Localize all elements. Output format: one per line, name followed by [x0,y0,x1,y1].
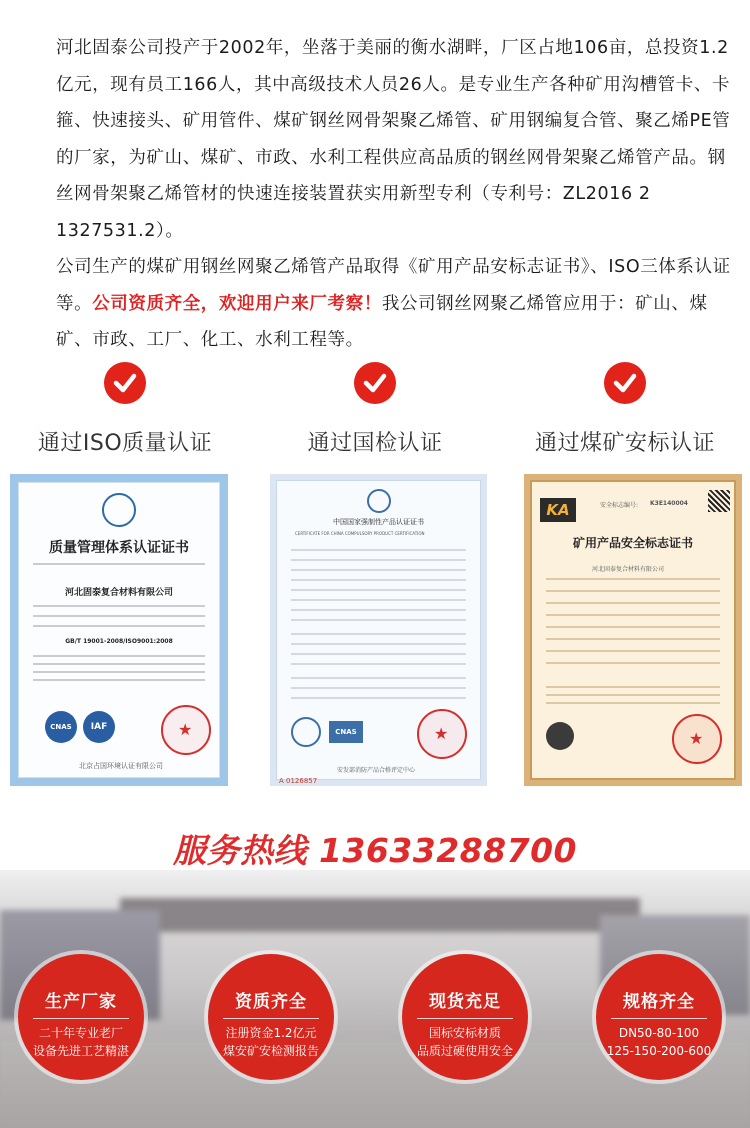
ka-cert-number-label: 安全标志编号: [600,502,639,509]
iso-cert-title: 质量管理体系认证证书 [49,540,189,556]
badge-in-stock [402,954,528,1080]
ka-certificate-image [524,474,742,786]
ka-cert-company: 河北固泰复合材料有限公司 [592,566,665,573]
badge-qualifications [208,954,334,1080]
iso-cert-issuer: 北京占国环境认证有限公司 [79,762,163,770]
ccc-logo-icon [367,489,391,513]
intro-paragraph-2 [22,249,732,359]
badge-title: 生产厂家 [45,992,117,1012]
certification-checks [0,362,750,462]
iso-cert-standard: GB/T 19001-2008/ISO9001:2008 [65,638,173,645]
check-icon [604,362,646,404]
ccc-cert-subtitle: CERTIFICATE FOR CHINA COMPULSORY PRODUCT CERTIFICATION [295,531,425,536]
ccc-cert-title: 中国国家强制性产品认证证书 [333,518,424,526]
ccc-certificate-image [270,474,487,786]
intro-highlight: 公司资质齐全，欢迎用户来厂考察！ [92,293,382,314]
iso-cert-company: 河北固泰复合材料有限公司 [64,588,173,598]
badge-title: 现货充足 [429,992,501,1012]
ka-cert-title: 矿用产品安全标志证书 [572,536,693,550]
ka-logo: KA [540,498,576,522]
badge-title: 规格齐全 [623,992,695,1012]
badge-line: 注册资金1.2亿元 [225,1026,317,1040]
badge-line: 国标安标材质 [428,1026,501,1040]
check-national [250,362,500,457]
emblem-icon [102,493,136,527]
badge-line: 设备先进工艺精湛 [32,1044,129,1058]
service-hotline: 服务热线 13633288700 [172,831,578,870]
badge-line: 125-150-200-600 [606,1044,712,1058]
ccc-cert-issuer: 安发部消防产品合格评定中心 [337,767,416,774]
ccc-cert-serial: A 0126857 [279,777,318,785]
red-seal-icon [417,709,467,759]
badge-line: 煤安矿安检测报告 [222,1044,319,1058]
check-icon [354,362,396,404]
iaf-badge: IAF [83,711,115,743]
badge-specifications [596,954,722,1080]
iso-certificate-image [10,474,228,786]
ccc-cnas-badge: CNAS [329,721,363,743]
red-seal-icon [672,714,722,764]
qr-code-icon [708,490,730,512]
badge-line: 品质过硬使用安全 [416,1044,513,1058]
ccc-mark-icon [291,717,321,747]
company-intro [22,30,732,359]
badge-title: 资质齐全 [235,992,307,1012]
check-label-iso: 通过ISO质量认证 [37,431,213,456]
cnas-badge: CNAS [45,711,77,743]
badge-manufacturer [18,954,144,1080]
badge-line: 二十年专业老厂 [38,1026,123,1040]
intro-paragraph-1: 河北固泰公司投产于2002年，坐落于美丽的衡水湖畔，厂区占地106亩，总投资1.2亿元，现有员工166人，其中高级技术人员26人。是专业生产各种矿用沟槽管卡、卡箍、快速接头、矿用管件、煤矿钢丝网骨架聚乙烯管、矿用钢编复合管、聚乙烯PE管的厂家，为矿山、煤矿、市政、水利工程供应高品质的钢丝网骨架聚乙烯管产品。钢丝网骨架聚乙烯管材的快速连接装置获实用新型专利（专利号：ZL2016 2 1327531.2）。 [56,38,731,241]
miner-helmet-icon [546,722,574,750]
check-label-mine-safety: 通过煤矿安标认证 [534,431,715,456]
check-iso [0,362,250,457]
intro-paragraph-2-start: 公司生产的煤矿用钢丝网聚乙烯管产品取得《矿用产品安标志证书》、ISO三体系认证等。 [56,257,731,314]
check-mine-safety [500,362,750,457]
red-seal-icon [161,705,211,755]
ka-cert-number: K3E140004 [650,500,688,507]
intro-paragraph-2-end: 我公司钢丝网聚乙烯管应用于：矿山、煤矿、市政、工厂、化工、水利工程等。 [56,293,708,350]
check-icon [104,362,146,404]
badge-line: DN50-80-100 [618,1026,700,1040]
check-label-national: 通过国检认证 [307,431,443,456]
